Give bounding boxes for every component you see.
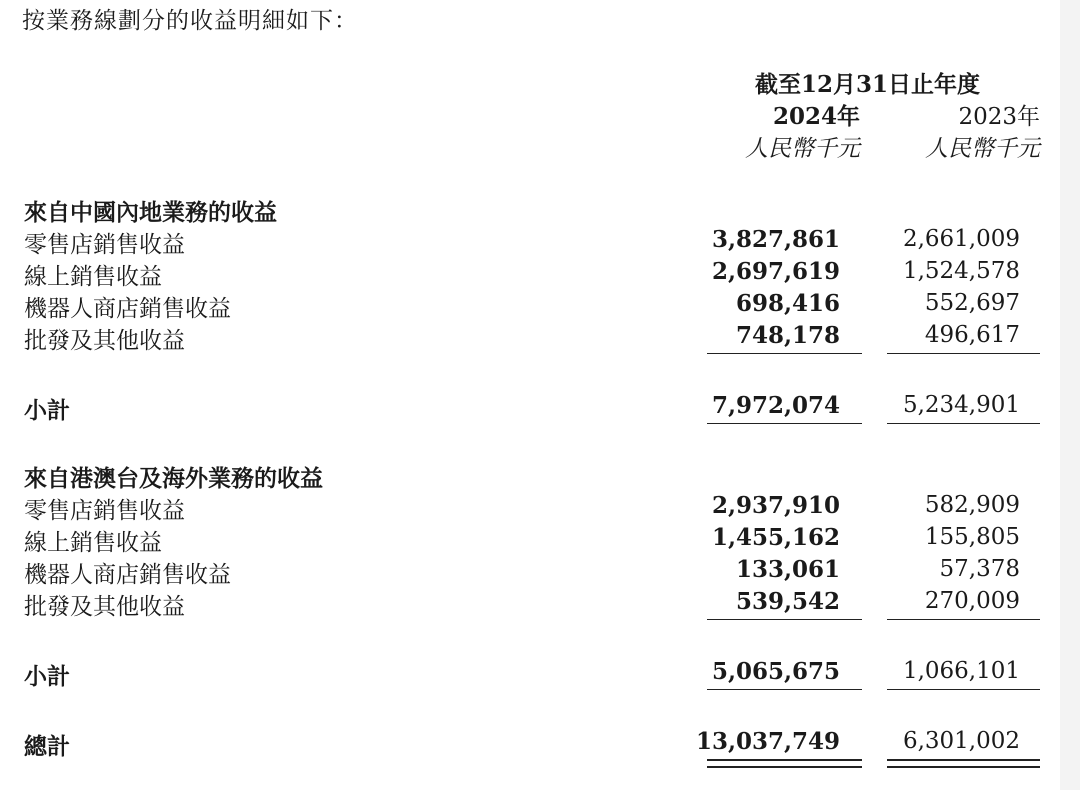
table-row [0, 322, 1060, 354]
table-row [0, 226, 1060, 258]
subtotal-underline-2023 [887, 689, 1040, 690]
subtotal-underline-2023 [887, 423, 1040, 424]
intro-text: 按業務線劃分的收益明細如下： [22, 8, 358, 34]
subtotal-2023: 5,234,901 [902, 392, 1020, 418]
value-2023: 155,805 [924, 524, 1020, 550]
table-row [0, 524, 1060, 556]
subtotal-rule-2024 [707, 619, 862, 620]
total-label: 總計 [24, 733, 70, 760]
table-row [0, 258, 1060, 290]
table-row [0, 290, 1060, 322]
value-2024: 2,697,619 [711, 258, 840, 285]
value-2023: 270,009 [924, 588, 1020, 614]
value-2023: 2,661,009 [902, 226, 1020, 252]
value-2023: 496,617 [924, 322, 1020, 348]
value-2024: 698,416 [735, 290, 840, 317]
subtotal-2024: 5,065,675 [711, 658, 840, 685]
mainland-section-title: 來自中國內地業務的收益 [24, 199, 277, 226]
row-label: 零售店銷售收益 [24, 498, 185, 524]
subtotal-row [0, 392, 1060, 424]
page-edge-strip [1060, 0, 1080, 790]
value-2024: 539,542 [735, 588, 840, 615]
row-label: 機器人商店銷售收益 [24, 296, 231, 322]
subtotal-2024: 7,972,074 [711, 392, 840, 419]
subtotal-rule-2024 [707, 353, 862, 354]
row-label: 批發及其他收益 [24, 594, 185, 620]
unit-2024-header: 人民幣千元 [745, 136, 860, 162]
value-2024: 748,178 [735, 322, 840, 349]
unit-2023-header: 人民幣千元 [925, 136, 1040, 162]
value-2024: 133,061 [735, 556, 840, 583]
value-2023: 582,909 [924, 492, 1020, 518]
value-2024: 1,455,162 [711, 524, 840, 551]
row-label: 批發及其他收益 [24, 328, 185, 354]
year-2024-header: 2024年 [772, 103, 860, 130]
total-2024: 13,037,749 [695, 728, 840, 755]
total-double-rule-2024 [707, 759, 862, 768]
subtotal-underline-2024 [707, 689, 862, 690]
value-2024: 2,937,910 [711, 492, 840, 519]
subtotal-label: 小計 [24, 663, 70, 690]
subtotal-2023: 1,066,101 [902, 658, 1020, 684]
table-row [0, 556, 1060, 588]
subtotal-rule-2023 [887, 353, 1040, 354]
value-2023: 1,524,578 [902, 258, 1020, 284]
table-row [0, 588, 1060, 620]
subtotal-rule-2023 [887, 619, 1040, 620]
row-label: 零售店銷售收益 [24, 232, 185, 258]
value-2023: 552,697 [924, 290, 1020, 316]
total-2023: 6,301,002 [902, 728, 1020, 754]
subtotal-label: 小計 [24, 397, 70, 424]
value-2023: 57,378 [939, 556, 1020, 582]
value-2024: 3,827,861 [711, 226, 840, 253]
period-header: 截至12月31日止年度 [755, 71, 981, 98]
subtotal-underline-2024 [707, 423, 862, 424]
table-row [0, 492, 1060, 524]
total-row [0, 728, 1060, 760]
overseas-section-title: 來自港澳台及海外業務的收益 [24, 465, 323, 492]
row-label: 線上銷售收益 [24, 530, 162, 556]
row-label: 機器人商店銷售收益 [24, 562, 231, 588]
row-label: 線上銷售收益 [24, 264, 162, 290]
subtotal-row [0, 658, 1060, 690]
total-double-rule-2023 [887, 759, 1040, 768]
year-2023-header: 2023年 [958, 104, 1040, 130]
